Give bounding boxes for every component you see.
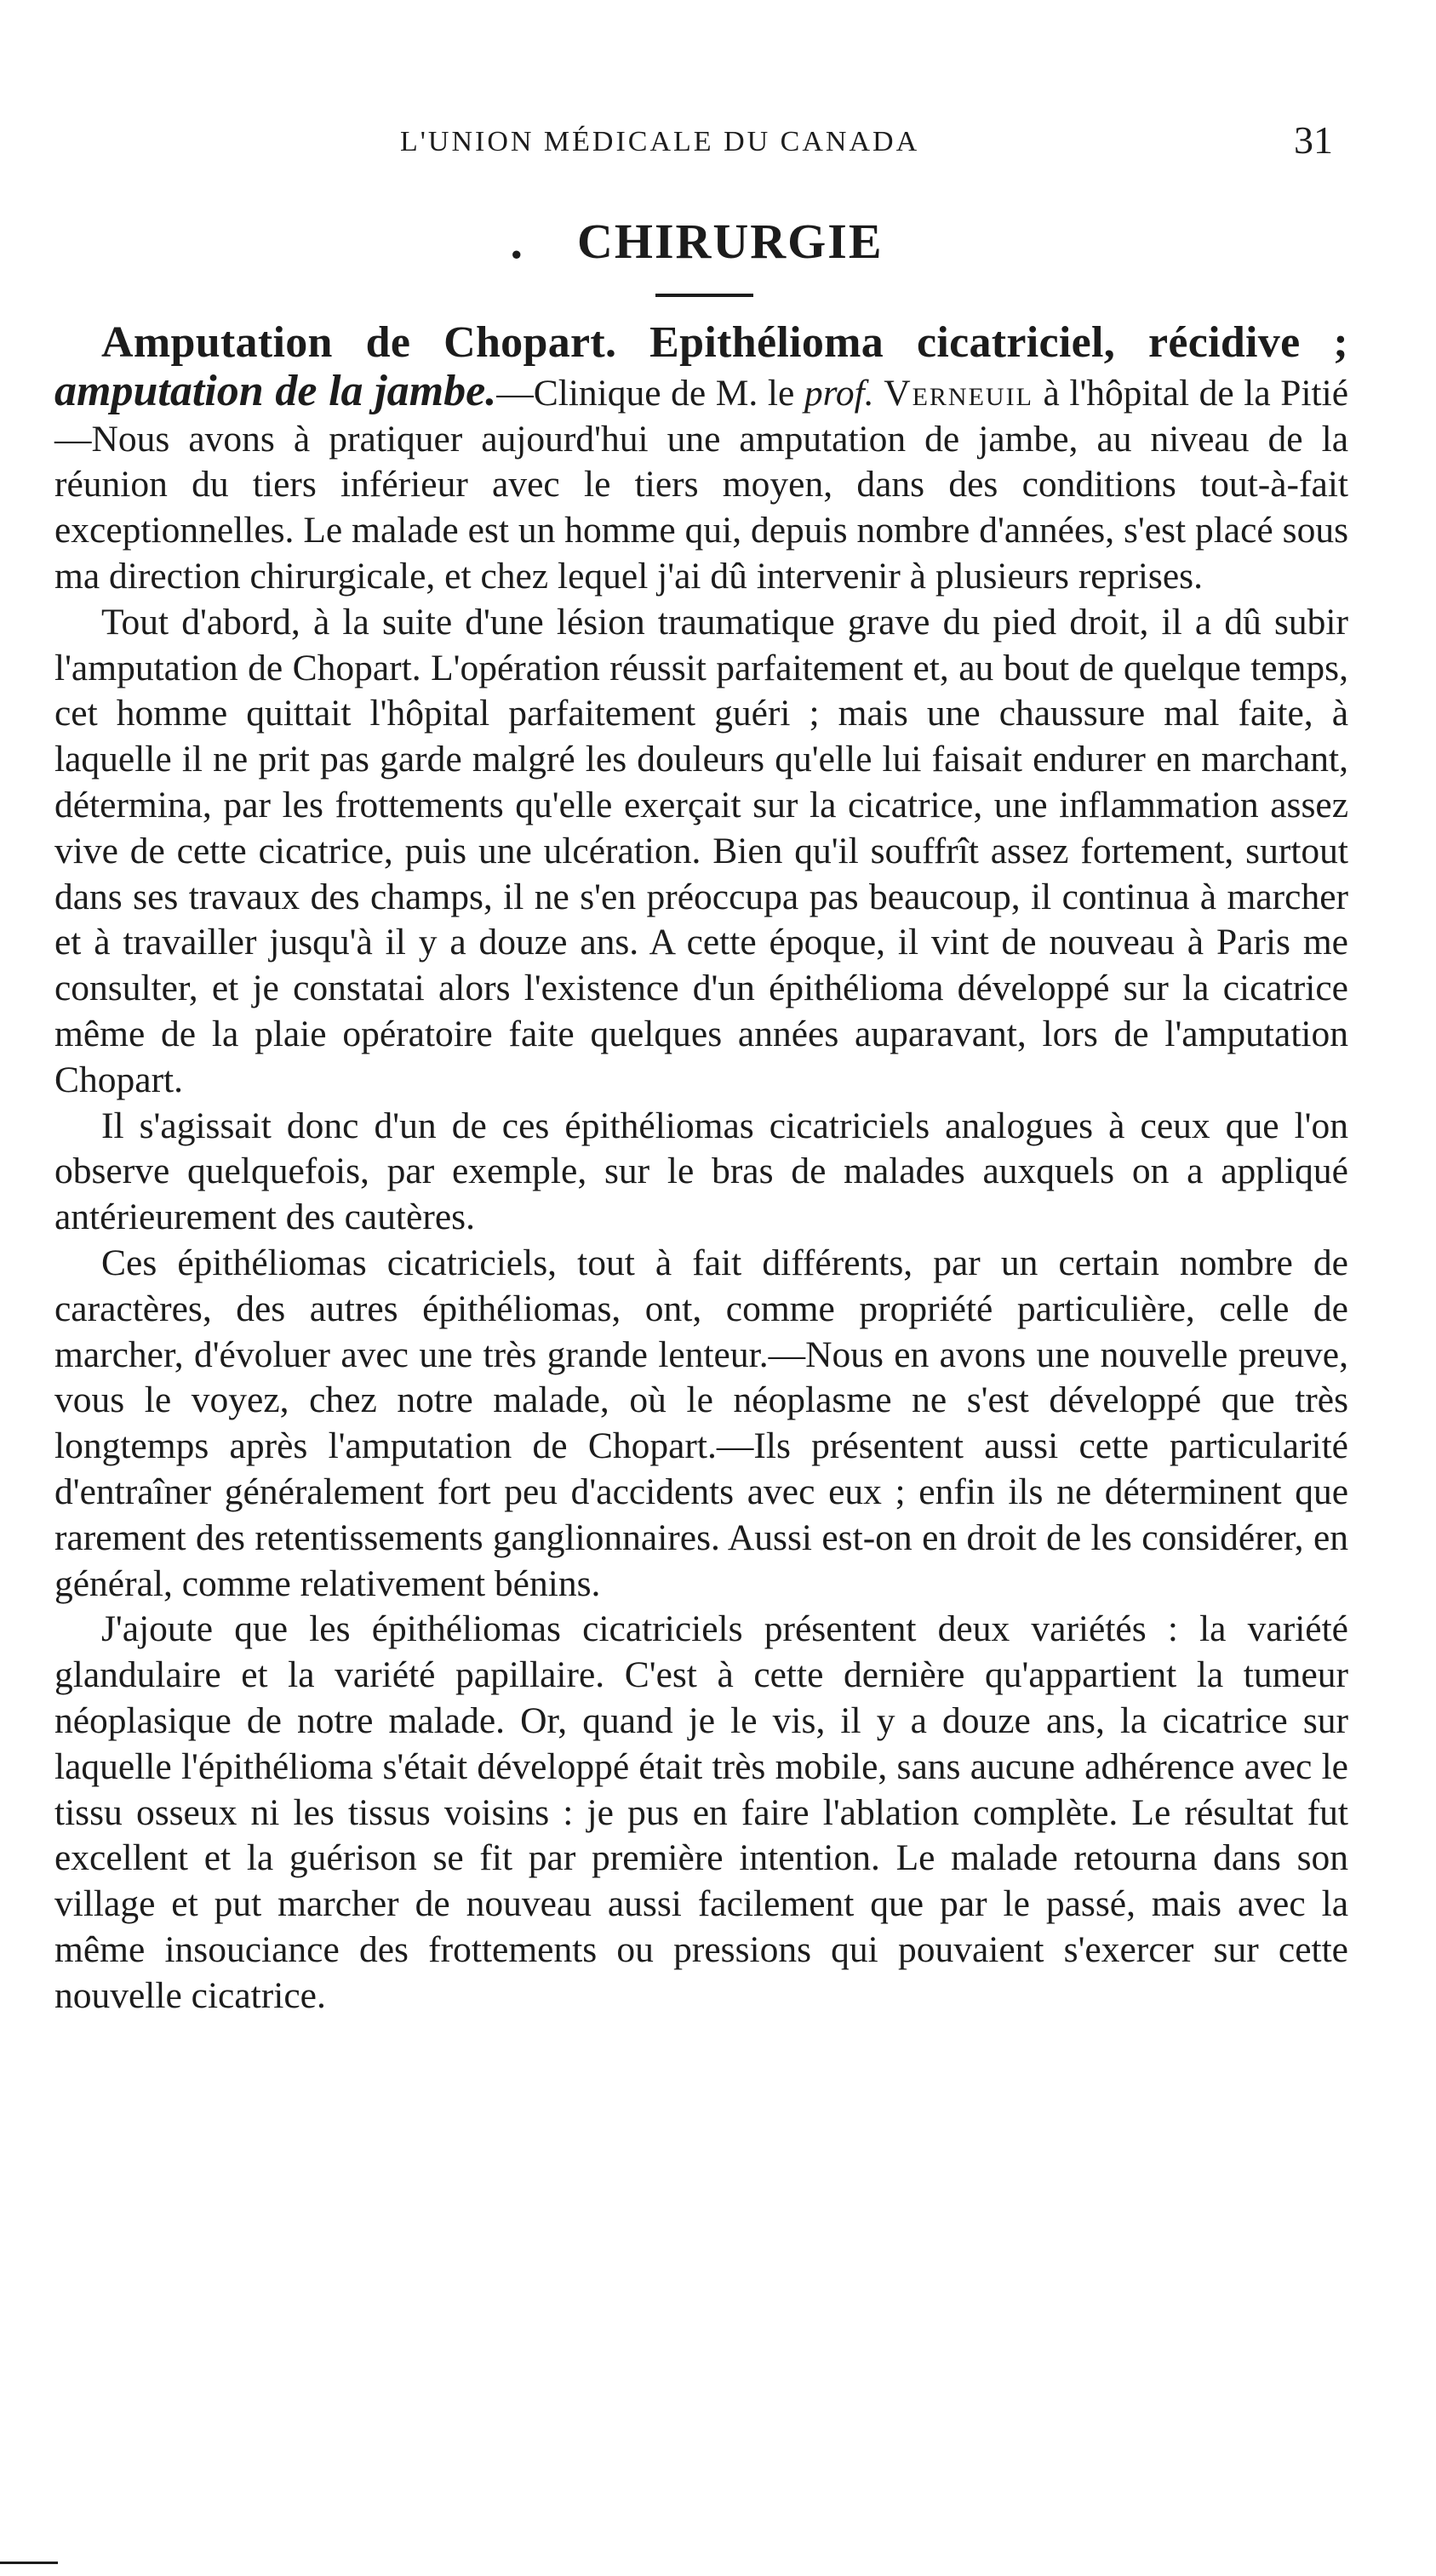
article-intro-surname: Verneuil [884,372,1033,414]
article-paragraph: Il s'agissait donc d'un de ces épithéliomas cicatriciels analogues à ceux que l'on observe quelquefois, par exemple, sur le bras de malades auxquels on a appliqué antérieurement des cautères. [54,1105,1348,1238]
section-title-text: CHIRURGIE [576,214,884,269]
article-intro-prof: prof. [804,372,874,414]
article-paragraph: Tout d'abord, à la suite d'une lésion traumatique grave du pied droit, il a dû subir l'amputation de Chopart. L'opération réussit parfaitement et, au bout de quelque temps, cet homme quittait l'hôpital parfaitement guéri ; mais une chaussure mal faite, à laquelle il ne prit pas garde malgré les douleurs qu'elle lui faisait endurer en marchant, détermina, par les frottements qu'elle exerçait sur la cicatrice, une inflammation assez vive de cette cicatrice, puis une ulcération. Bien qu'il souffrît assez fortement, surtout dans ses travaux des champs, il ne s'en préoccupa pas beaucoup, il continua à marcher et à travailler jusqu'à il y a douze ans. A cette époque, il vint de nouveau à Paris me consulter, et je constatai alors l'existence d'un épithélioma développé sur la cicatrice même de la plaie opératoire faite quelques années auparavant, lors de l'amputation Chopart. [54,601,1348,1100]
page-number: 31 [1294,118,1333,162]
article-title-part1: Amputation de Chopart. Epithélioma cicatriciel, récidive ; [101,318,1348,367]
article-title-part2: amputation de la jambe. [54,366,497,415]
article-body [54,320,1348,2019]
article-intro-prefix: —Clinique de M. le [496,372,804,414]
page-edge-mark [0,2562,58,2564]
article-paragraph: Ces épithéliomas cicatriciels, tout à fait différents, par un certain nombre de caractères, des autres épithéliomas, ont, comme propriété particulière, celle de marcher, d'évoluer avec une très grande lenteur.—Nous en avons une nouvelle preuve, vous le voyez, chez notre malade, où le néoplasme ne s'est développé que très longtemps après l'amputation de Chopart.—Ils présentent aussi cette particularité d'entraîner généralement fort peu d'accidents avec eux ; enfin ils ne déterminent que rarement des retentissements ganglionnaires. Aussi est-on en droit de les considérer, en général, comme relativement bénins. [54,1242,1348,1604]
article-intro-rest: à l'hôpital de la Pitié —Nous avons à pratiquer aujourd'hui une amputation de jambe, au niveau de la réunion du tiers inférieur avec le tiers moyen, dans des conditions tout-à-fait exceptionnelles. Le malade est un homme qui, depuis nombre d'années, s'est placé sous ma direction chirurgicale, et chez lequel j'ai dû intervenir à plusieurs reprises. [54,372,1349,597]
section-title [0,213,1436,270]
running-head: L'UNION MÉDICALE DU CANADA [400,126,920,157]
section-rule [655,294,753,297]
article-intro-paragraph [54,320,1348,600]
article-paragraph: J'ajoute que les épithéliomas cicatriciels présentent deux variétés : la variété glandulaire et la variété papillaire. C'est à cette dernière qu'appartient la tumeur néoplasique de notre malade. Or, quand je le vis, il y a douze ans, la cicatrice sur laquelle l'épithélioma s'était développé était très mobile, sans aucune adhérence avec le tissu osseux ni les tissus voisins : je pus en faire l'ablation complète. Le résultat fut excellent et la guérison se fit par première intention. Le malade retourna dans son village et put marcher de nouveau aussi facilement que par le passé, mais avec la même insouciance des frottements ou pressions qui pouvaient s'exercer sur cette nouvelle cicatrice. [54,1608,1348,2016]
section-title-dot: . [510,214,524,269]
